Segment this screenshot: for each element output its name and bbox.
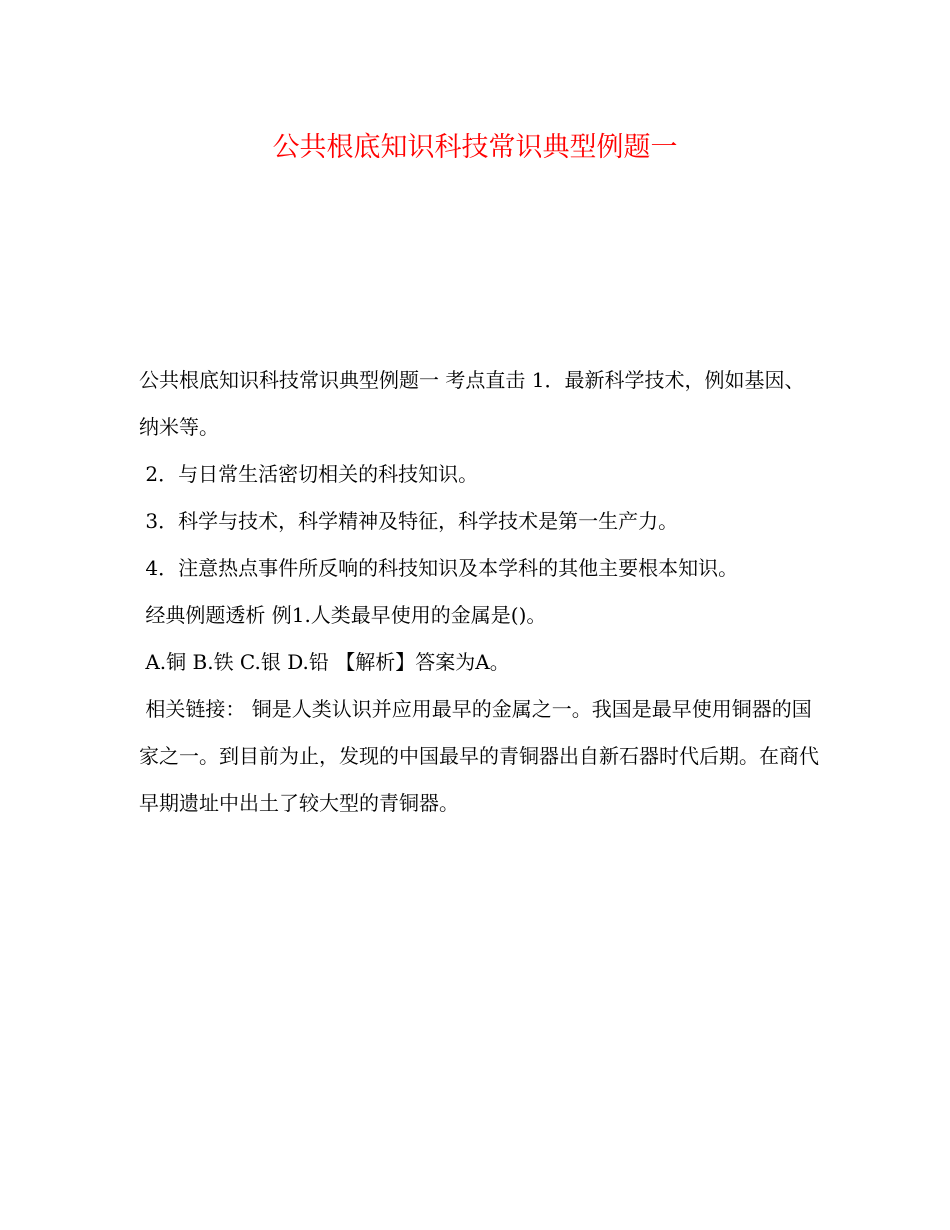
paragraph-intro: 公共根底知识科技常识典型例题一 考点直击 1．最新科学技术，例如基因、纳米等。 bbox=[139, 368, 805, 439]
paragraph-example-answer: A.铜 B.铁 C.银 D.铅 【解析】答案为A。 bbox=[139, 650, 510, 674]
paragraph-related-link: 相关链接： 铜是人类认识并应用最早的金属之一。我国是最早使用铜器的国家之一。到目前为止，发现的中国最早的青铜器出自新石器时代后期。在商代早期遗址中出土了较大型的青铜器。 bbox=[139, 697, 819, 815]
paragraph-point-3: 3．科学与技术，科学精神及特征，科学技术是第一生产力。 bbox=[139, 509, 679, 533]
document-title: 公共根底知识科技常识典型例题一 bbox=[272, 132, 678, 163]
paragraph-point-4: 4．注意热点事件所反响的科技知识及本学科的其他主要根本知识。 bbox=[139, 556, 739, 580]
document-body bbox=[139, 357, 819, 827]
paragraph-example-question: 经典例题透析 例1.人类最早使用的金属是()。 bbox=[139, 603, 547, 627]
paragraph-point-2: 2．与日常生活密切相关的科技知识。 bbox=[139, 462, 479, 486]
